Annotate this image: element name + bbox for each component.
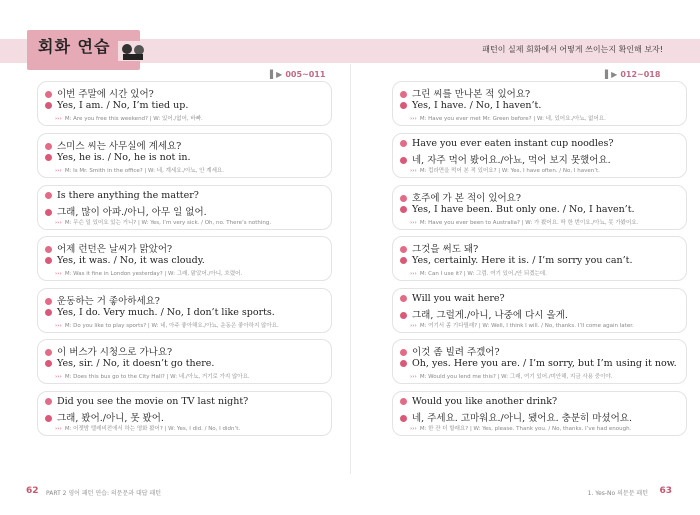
speaker-b-icon bbox=[45, 415, 52, 422]
dialogue-item bbox=[37, 391, 332, 436]
answer-text: Yes, he is. / No, he is not in. bbox=[57, 152, 191, 163]
speaker-a-icon bbox=[400, 195, 407, 202]
answer-text: Oh, yes. Here you are. / I’m sorry, but I’m using it now. bbox=[412, 358, 677, 369]
answer-text: Yes, I do. Very much. / No, I don’t like sports. bbox=[57, 307, 275, 318]
speaker-b-icon bbox=[400, 206, 407, 213]
dialogue-item bbox=[392, 133, 687, 178]
speaker-a-icon bbox=[400, 398, 407, 405]
dialogue-item bbox=[37, 81, 332, 126]
speaker-b-icon bbox=[400, 257, 407, 264]
answer-text: Yes, it was. / No, it was cloudy. bbox=[57, 255, 205, 266]
speaker-b-icon bbox=[45, 257, 52, 264]
arrow-icon: ››› bbox=[410, 271, 417, 277]
arrow-icon: ››› bbox=[55, 426, 62, 432]
speaker-b-icon bbox=[45, 102, 52, 109]
footer-section-right: 1. Yes-No 의문문 패턴 bbox=[587, 490, 648, 497]
speaker-a-icon bbox=[45, 349, 52, 356]
speaker-a-icon bbox=[45, 398, 52, 405]
audio-track-right[interactable] bbox=[605, 70, 660, 79]
translation-note: M: 컵라면을 먹어 본 적 있어요? | W: Yes, I have often. / No, I haven’t. bbox=[419, 168, 600, 174]
footer-section-left: PART 2 영어 패턴 연습: 의문문과 대답 패턴 bbox=[46, 490, 162, 497]
conversation-illustration-icon bbox=[118, 41, 148, 61]
page-number-left: 62 bbox=[26, 486, 39, 496]
speaker-b-icon bbox=[45, 154, 52, 161]
question-text: 어제 런던은 날씨가 맑았어? bbox=[57, 244, 173, 255]
translation-note: M: 한 잔 더 할래요? | W: Yes, please. Thank you. / No, thanks. I’ve had enough. bbox=[419, 426, 632, 432]
track-range-label: 012~018 bbox=[620, 70, 661, 79]
answer-text: 그래, 그럴게./아니, 나중에 다시 올게. bbox=[412, 310, 568, 321]
question-text: Is there anything the matter? bbox=[57, 190, 199, 201]
answer-text: Yes, I am. / No, I’m tied up. bbox=[57, 100, 189, 111]
speaker-a-icon bbox=[45, 192, 52, 199]
speaker-a-icon bbox=[400, 91, 407, 98]
answer-text: Yes, I have been. But only one. / No, I haven’t. bbox=[412, 204, 635, 215]
question-text: Did you see the movie on TV last night? bbox=[57, 396, 249, 407]
speaker-a-icon bbox=[45, 246, 52, 253]
speaker-a-icon bbox=[45, 91, 52, 98]
answer-text: 네, 자주 먹어 봤어요./아뇨, 먹어 보지 못했어요. bbox=[412, 155, 611, 166]
translation-note: M: Are you free this weekend? | W: 있어./없어, 바빠. bbox=[64, 116, 203, 122]
speaker-b-icon bbox=[400, 157, 407, 164]
play-icon: ▌▶ bbox=[605, 70, 618, 79]
question-text: 그린 씨를 만나본 적 있어요? bbox=[412, 89, 531, 100]
translation-note: M: Can I use it? | W: 그럼. 여기 있어./안 되겠는데. bbox=[419, 271, 547, 277]
speaker-b-icon bbox=[400, 312, 407, 319]
question-text: 그것을 써도 돼? bbox=[412, 244, 479, 255]
arrow-icon: ››› bbox=[55, 323, 62, 329]
arrow-icon: ››› bbox=[410, 116, 417, 122]
speaker-a-icon bbox=[400, 246, 407, 253]
dialogue-item bbox=[392, 339, 687, 384]
question-text: 운동하는 거 좋아하세요? bbox=[57, 296, 160, 307]
page-subtitle: 패턴이 실제 회화에서 어떻게 쓰이는지 확인해 보자! bbox=[482, 45, 663, 54]
answer-text: Yes, sir. / No, it doesn’t go there. bbox=[57, 358, 215, 369]
translation-note: M: 무슨 일 있어요 있는 거니? | W: Yes, I’m very sick. / Oh, no. There’s nothing. bbox=[64, 220, 272, 226]
translation-note: M: Is Mr. Smith in the office? | W: 네, 계세요./아뇨, 안 계세요. bbox=[64, 168, 224, 174]
audio-track-left[interactable] bbox=[270, 70, 325, 79]
speaker-b-icon bbox=[45, 360, 52, 367]
speaker-a-icon bbox=[400, 349, 407, 356]
speaker-b-icon bbox=[400, 102, 407, 109]
dialogue-item bbox=[37, 236, 332, 281]
dialogue-item bbox=[37, 185, 332, 230]
question-text: 이번 주말에 시간 있어? bbox=[57, 89, 154, 100]
speaker-a-icon bbox=[45, 143, 52, 150]
arrow-icon: ››› bbox=[55, 116, 62, 122]
question-text: 이 버스가 시청으로 가나요? bbox=[57, 347, 173, 358]
question-text: 호주에 가 본 적이 있어요? bbox=[412, 193, 521, 204]
arrow-icon: ››› bbox=[410, 168, 417, 174]
dialogue-item bbox=[392, 288, 687, 333]
arrow-icon: ››› bbox=[410, 220, 417, 226]
arrow-icon: ››› bbox=[410, 323, 417, 329]
dialogue-item bbox=[37, 339, 332, 384]
question-text: 이것 좀 빌려 주겠어? bbox=[412, 347, 500, 358]
arrow-icon: ››› bbox=[55, 271, 62, 277]
speaker-b-icon bbox=[400, 415, 407, 422]
question-text: Would you like another drink? bbox=[412, 396, 558, 407]
translation-note: M: Does this bus go to the City Hall? | W: 네./아뇨, 거기로 가지 않아요. bbox=[64, 374, 250, 380]
arrow-icon: ››› bbox=[55, 168, 62, 174]
dialogue-item bbox=[392, 391, 687, 436]
dialogue-item bbox=[37, 288, 332, 333]
arrow-icon: ››› bbox=[55, 220, 62, 226]
question-text: 스미스 씨는 사무실에 계세요? bbox=[57, 141, 182, 152]
dialogue-item bbox=[392, 236, 687, 281]
page-number-right: 63 bbox=[659, 486, 672, 496]
translation-note: M: 어젯밤 텔레비전에서 하는 영화 봤어? | W: Yes, I did. / No, I didn’t. bbox=[64, 426, 241, 432]
speaker-b-icon bbox=[45, 309, 52, 316]
answer-text: Yes, I have. / No, I haven’t. bbox=[412, 100, 542, 111]
answer-text: Yes, certainly. Here it is. / I’m sorry you can’t. bbox=[412, 255, 633, 266]
dialogue-item bbox=[392, 185, 687, 230]
answer-text: 네, 주세요. 고마워요./아니, 됐어요. 충분히 마셨어요. bbox=[412, 413, 632, 424]
translation-note: M: Have you ever met Mr. Green before? | W: 네, 있어요./아뇨, 없어요. bbox=[419, 116, 606, 122]
track-range-label: 005~011 bbox=[285, 70, 326, 79]
page-divider bbox=[350, 64, 351, 474]
arrow-icon: ››› bbox=[410, 426, 417, 432]
question-text: Will you wait here? bbox=[412, 293, 505, 304]
question-text: Have you ever eaten instant cup noodles? bbox=[412, 138, 614, 149]
speaker-b-icon bbox=[45, 209, 52, 216]
arrow-icon: ››› bbox=[55, 374, 62, 380]
play-icon: ▌▶ bbox=[270, 70, 283, 79]
answer-text: 그래, 봤어./아니, 못 봤어. bbox=[57, 413, 164, 424]
speaker-a-icon bbox=[400, 295, 407, 302]
speaker-a-icon bbox=[400, 140, 407, 147]
translation-note: M: 여기서 좀 기다릴래? | W: Well, I think I will. / No, thanks. I’ll come again later. bbox=[419, 323, 634, 329]
speaker-b-icon bbox=[400, 360, 407, 367]
arrow-icon: ››› bbox=[410, 374, 417, 380]
translation-note: M: Would you lend me this? | W: 그래, 여기 있어./미안해, 지금 사용 중이야. bbox=[419, 374, 613, 380]
translation-note: M: Have you ever been to Australia? | W: 가 봤어요. 딱 한 번이요./아뇨, 못 가봤어요. bbox=[419, 220, 639, 226]
dialogue-item bbox=[392, 81, 687, 126]
translation-note: M: Was it fine in London yesterday? | W: 그래, 맑았어./아니, 흐렸어. bbox=[64, 271, 243, 277]
translation-note: M: Do you like to play sports? | W: 네, 아주 좋아해요./아뇨, 운동은 좋아하지 않아요. bbox=[64, 323, 279, 329]
speaker-a-icon bbox=[45, 298, 52, 305]
page-title: 회화 연습 bbox=[38, 37, 111, 56]
dialogue-item bbox=[37, 133, 332, 178]
answer-text: 그래, 많이 아파./아니, 아무 일 없어. bbox=[57, 207, 207, 218]
